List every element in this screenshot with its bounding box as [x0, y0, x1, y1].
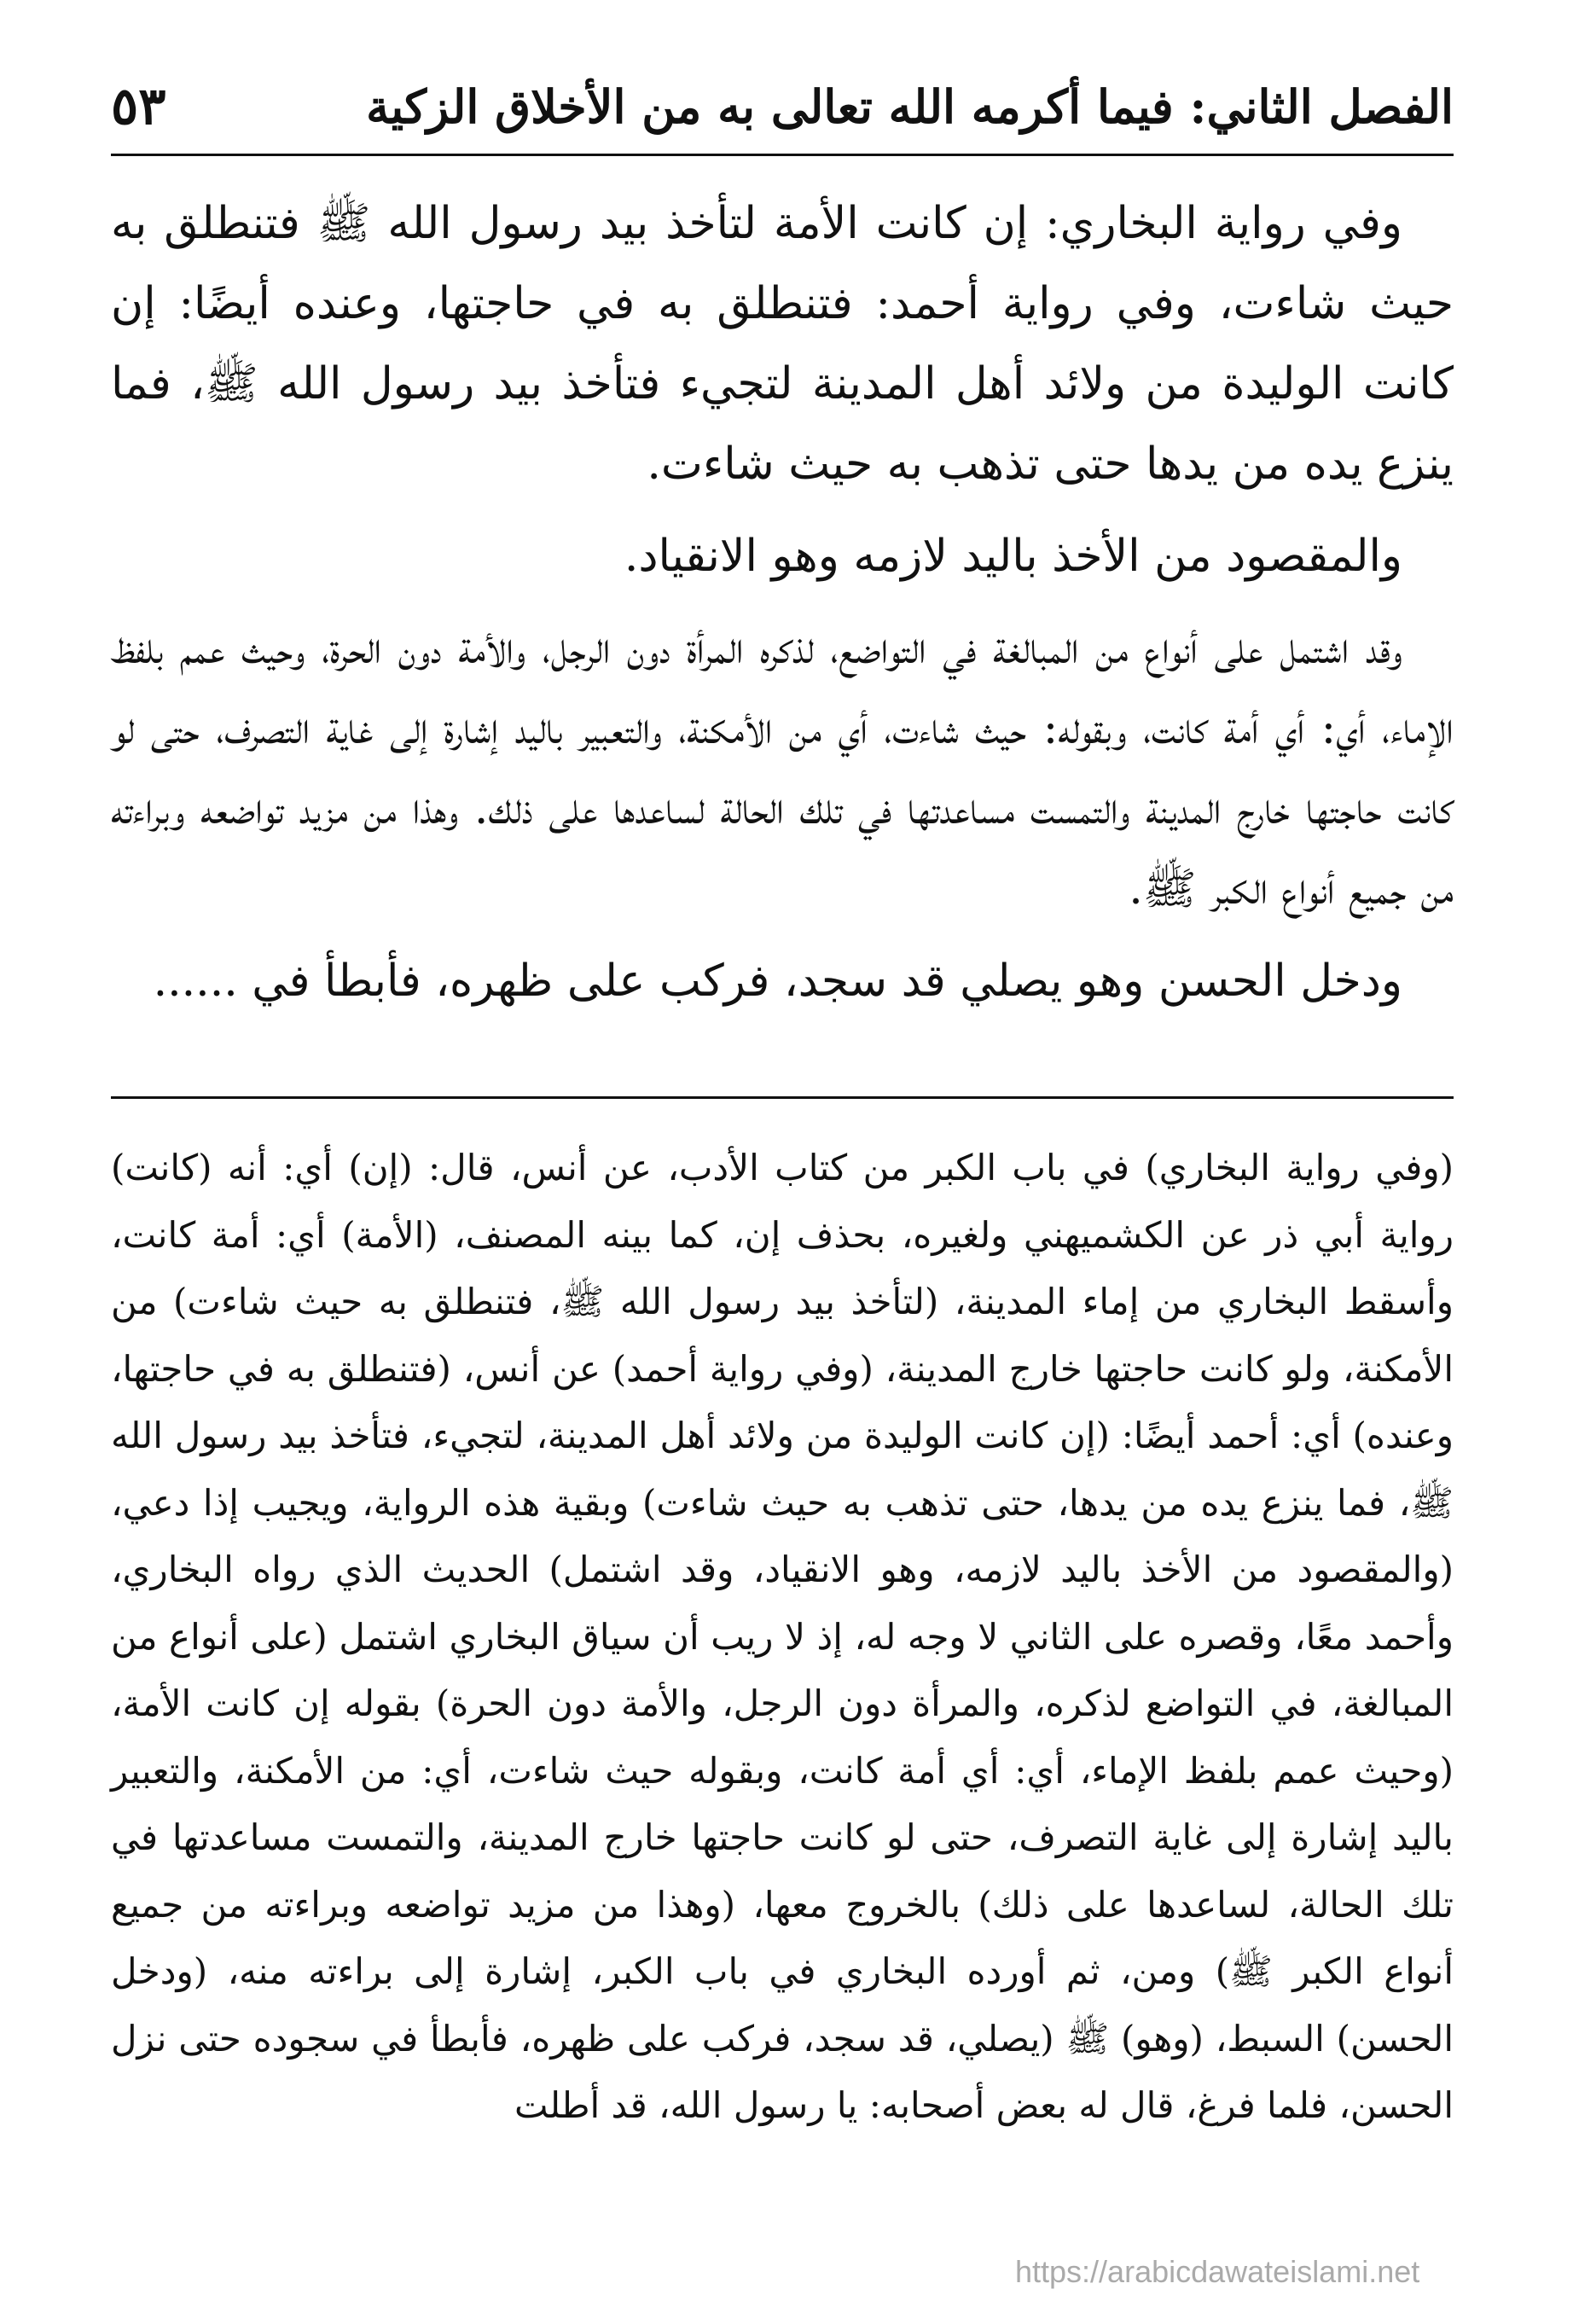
page-number: ٥٣	[111, 77, 166, 137]
footnotes-section	[111, 1135, 1454, 2140]
page-header	[111, 60, 1454, 156]
main-text	[111, 183, 1454, 1033]
footnote-paragraph: (وفي رواية البخاري) في باب الكبر من كتاب الأدب، عن أنس، قال: (إن) أي: أنه (كانت) رواية أبي ذر عن الكشميهني ولغيره، بحذف إن، كما بينه المصنف، (الأمة) أي: أمة كانت، وأسقط البخاري من إماء المدينة، (لتأخذ بيد رسول الله ﷺ، فتنطلق به حيث شاءت) من الأمكنة، ولو كانت حاجتها خارج المدينة، (وفي رواية أحمد) عن أنس، (فتنطلق به في حاجتها، وعنده) أي: أحمد أيضًا: (إن كانت الوليدة من ولائد أهل المدينة، لتجيء، فتأخذ بيد رسول الله ﷺ، فما ينزع يده من يدها، حتى تذهب به حيث شاءت) وبقية هذه الرواية، ويجيب إذا دعي، (والمقصود من الأخذ باليد لازمه، وهو الانقياد، وقد اشتمل) الحديث الذي رواه البخاري، وأحمد معًا، وقصره على الثاني لا وجه له، إذ لا ريب أن سياق البخاري اشتمل (على أنواع من المبالغة، في التواضع لذكره، والمرأة دون الرجل، والأمة دون الحرة) بقوله إن كانت الأمة، (وحيث عمم بلفظ الإماء، أي: أي أمة كانت، وبقوله حيث شاءت، أي: من الأمكنة، والتعبير باليد إشارة إلى غاية التصرف، حتى لو كانت حاجتها خارج المدينة، والتمست مساعدتها في تلك الحالة، لساعدها على ذلك) بالخروج معها، (وهذا من مزيد تواضعه وبراءته من جميع أنواع الكبر ﷺ) ومن، ثم أورده البخاري في باب الكبر، إشارة إلى براءته منه، (ودخل الحسن) السبط، (وهو) ﷺ (يصلي، قد سجد، فركب على ظهره، فأبطأ في سجوده حتى نزل الحسن، فلما فرغ، قال له بعض أصحابه: يا رسول الله، قد أطلت	[111, 1147, 1454, 2126]
main-paragraph: والمقصود من الأخذ باليد لازمه وهو الانقياد.	[624, 531, 1402, 582]
watermark-url: https://arabicdawateislami.net	[1015, 2254, 1420, 2289]
footnote-divider	[111, 1096, 1454, 1099]
main-paragraph: ودخل الحسن وهو يصلي قد سجد، فركب على ظهره، فأبطأ في ......	[153, 956, 1402, 1007]
main-paragraph: وفي رواية البخاري: إن كانت الأمة لتأخذ بيد رسول الله ﷺ فتنطلق به حيث شاءت، وفي رواية أحمد: فتنطلق به في حاجتها، وعنده أيضًا: إن كانت الوليدة من ولائد أهل المدينة لتجيء فتأخذ بيد رسول الله ﷺ، فما ينزع يده من يدها حتى تذهب به حيث شاءت.	[111, 198, 1454, 490]
main-paragraph: وقد اشتمل على أنواع من المبالغة في التواضع، لذكره المرأة دون الرجل، والأمة دون الحرة، وحيث عمم بلفظ الإماء، أي: أي أمة كانت، وبقوله: حيث شاءت، أي من الأمكنة، والتعبير باليد إشارة إلى غاية التصرف، حتى لو كانت حاجتها خارج المدينة والتمست مساعدتها في تلك الحالة لساعدها على ذلك. وهذا من مزيد تواضعه وبراءته من جميع أنواع الكبر ﷺ.	[111, 623, 1454, 915]
chapter-title: الفصل الثاني: فيما أكرمه الله تعالى به من الأخلاق الزكية	[366, 79, 1454, 134]
